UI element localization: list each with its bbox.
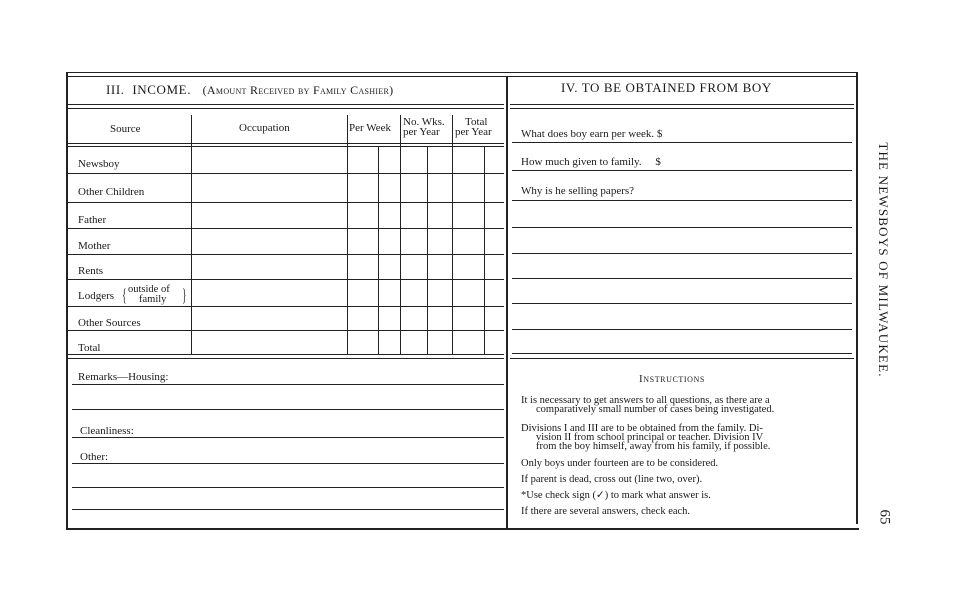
table-row-label: Father — [78, 214, 107, 226]
instruction-line: If there are several answers, check each. — [521, 506, 691, 517]
frame-left-rule — [66, 72, 68, 530]
answer-line — [512, 278, 852, 279]
question-given-to-family: How much given to family. $ — [521, 156, 661, 168]
remarks-rule — [68, 358, 504, 359]
instruction-line: If parent is dead, cross out (line two, over). — [521, 474, 703, 485]
table-row-line — [68, 306, 504, 307]
table-row-line — [68, 146, 504, 147]
table-col-line — [400, 115, 401, 354]
remarks-rule — [72, 384, 504, 385]
table-row-label: Rents — [78, 265, 104, 277]
question-why-selling: Why is he selling papers? — [521, 185, 635, 197]
section3-heading-rule-1 — [68, 104, 504, 105]
table-col-line — [484, 146, 485, 354]
instruction-line: from the boy himself, away from his family, if possible. — [536, 441, 771, 452]
answer-line — [512, 303, 852, 304]
col-header-total-2: per Year — [455, 126, 492, 138]
col-header-no-wks-2: per Year — [403, 126, 440, 138]
frame-right-rule — [856, 72, 858, 524]
instruction-line: Divisions I and III are to be obtained from the family. Di- — [521, 423, 763, 434]
instruction-line: comparatively small number of cases being investigated. — [536, 404, 775, 415]
table-row-label: Newsboy — [78, 158, 120, 170]
table-col-line — [427, 146, 428, 354]
section3-title: INCOME. — [132, 82, 192, 97]
side-title-text: THE NEWSBOYS OF MILWAUKEE. — [876, 142, 891, 378]
remarks-rule — [72, 509, 504, 510]
table-row-label: Lodgers — [78, 290, 115, 302]
table-row-label: Other Children — [78, 186, 145, 198]
answer-line — [512, 353, 852, 354]
answer-line — [512, 253, 852, 254]
remarks-rule — [72, 487, 504, 488]
table-col-line — [452, 115, 453, 354]
table-col-line — [378, 146, 379, 354]
remarks-rule — [72, 437, 504, 438]
table-row-line — [68, 254, 504, 255]
answer-line — [512, 142, 852, 143]
lodgers-brace-left: { — [122, 285, 127, 305]
remarks-rule — [72, 409, 504, 410]
side-running-title — [868, 95, 898, 425]
answer-line — [512, 227, 852, 228]
lodgers-brace-right: } — [182, 285, 187, 305]
section-divider — [506, 76, 508, 528]
section3-subtitle: (Amount Received by Family Cashier) — [202, 83, 394, 97]
table-row-line — [68, 143, 504, 144]
question-earn-per-week: What does boy earn per week. $ — [521, 128, 663, 140]
table-row-line — [68, 330, 504, 331]
frame-top-rule — [66, 72, 858, 73]
table-col-line — [347, 115, 348, 354]
lodgers-note-2: family — [139, 294, 167, 305]
table-row-label: Other Sources — [78, 317, 141, 329]
table-row-line — [68, 354, 504, 355]
table-row-label: Mother — [78, 240, 111, 252]
table-row-line — [68, 173, 504, 174]
page-number — [872, 505, 896, 529]
remarks-rule — [72, 463, 504, 464]
page-number-text: 65 — [876, 509, 893, 525]
section3-heading — [106, 84, 393, 96]
frame-top-rule-inner — [66, 76, 858, 77]
remarks-other-label: Other: — [80, 451, 109, 463]
instruction-line: *Use check sign (✓) to mark what answer is. — [521, 490, 711, 501]
col-header-total-1: Total — [465, 116, 488, 128]
section4-heading-rule-2 — [510, 108, 854, 109]
instructions-title: Instructions — [639, 373, 705, 385]
frame-bottom-rule — [66, 528, 859, 530]
remarks-housing-label: Remarks—Housing: — [78, 371, 169, 383]
table-col-line — [191, 115, 192, 354]
section3-heading-rule-2 — [68, 108, 504, 109]
col-header-per-week: Per Week — [349, 122, 391, 134]
instruction-line: Only boys under fourteen are to be considered. — [521, 458, 719, 469]
table-row-label: Total — [78, 342, 101, 354]
instruction-line: vision II from school principal or teacher. Division IV — [536, 432, 764, 443]
remarks-cleanliness-label: Cleanliness: — [80, 425, 134, 437]
lodgers-note-1: outside of — [128, 284, 170, 295]
instructions-rule — [510, 358, 854, 359]
answer-line — [512, 170, 852, 171]
section4-heading-rule-1 — [510, 104, 854, 105]
section4-heading: IV. TO BE OBTAINED FROM BOY — [561, 80, 772, 95]
col-header-occupation: Occupation — [239, 122, 290, 134]
col-header-no-wks-1: No. Wks. — [403, 116, 445, 128]
instruction-line: It is necessary to get answers to all questions, as there are a — [521, 395, 770, 406]
table-row-line — [68, 228, 504, 229]
table-row-line — [68, 202, 504, 203]
answer-line — [512, 329, 852, 330]
col-header-source: Source — [110, 123, 141, 135]
answer-line — [512, 200, 852, 201]
table-row-line — [68, 279, 504, 280]
section3-number: III. — [106, 82, 125, 97]
